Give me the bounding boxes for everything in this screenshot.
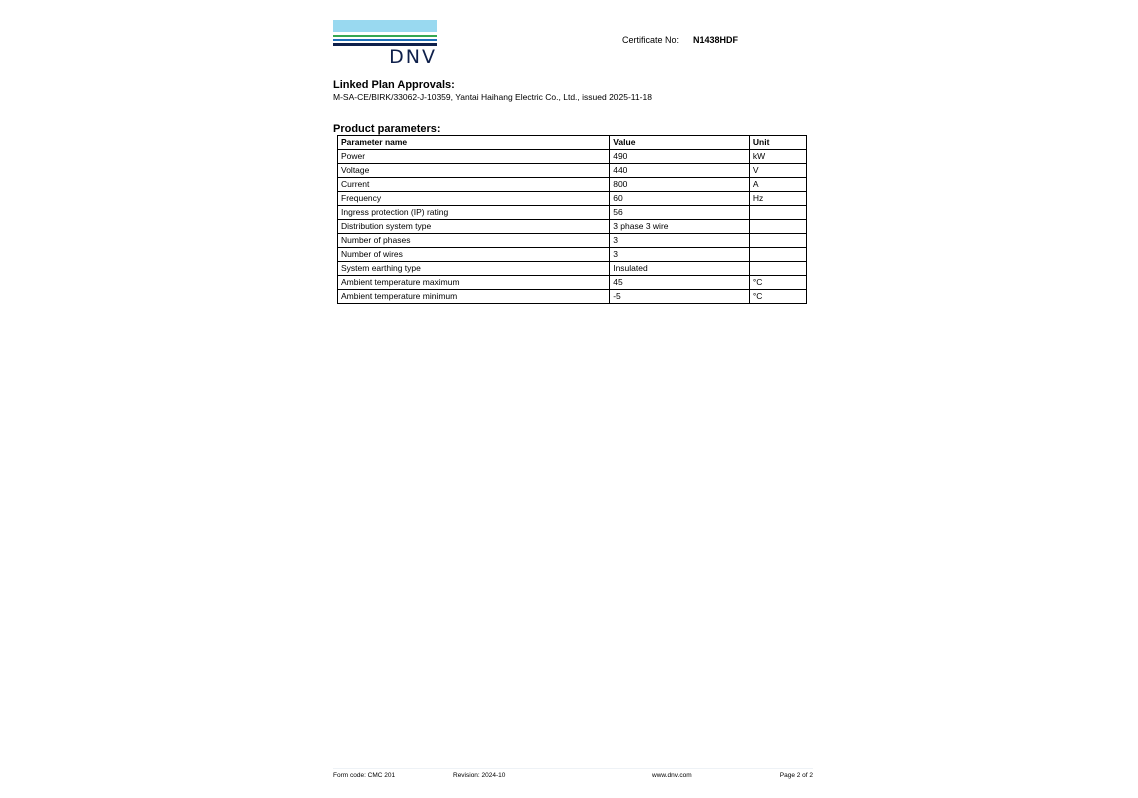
parameter-value-cell: 3 [610, 248, 750, 262]
parameter-value-cell: 800 [610, 178, 750, 192]
dnv-logo [333, 20, 437, 66]
parameter-unit-cell: A [749, 178, 806, 192]
parameter-value-cell: 440 [610, 164, 750, 178]
parameter-value-cell: 56 [610, 206, 750, 220]
table-row [338, 206, 807, 220]
parameter-unit-cell: °C [749, 290, 806, 304]
parameter-unit-cell [749, 206, 806, 220]
table-row [338, 192, 807, 206]
page-footer [333, 768, 813, 781]
parameter-unit-cell [749, 262, 806, 276]
footer-website-link[interactable]: www.dnv.com [652, 772, 692, 779]
footer-revision: Revision: 2024-10 [453, 772, 506, 779]
column-header-unit: Unit [749, 136, 806, 150]
table-row [338, 248, 807, 262]
certificate-number: N1438HDF [693, 35, 739, 45]
parameter-name-cell: Distribution system type [338, 220, 610, 234]
parameter-name-cell: Voltage [338, 164, 610, 178]
parameter-name-cell: Ingress protection (IP) rating [338, 206, 610, 220]
parameter-name-cell: System earthing type [338, 262, 610, 276]
logo-blue-bar [333, 39, 437, 41]
parameter-value-cell: 3 phase 3 wire [610, 220, 750, 234]
parameter-unit-cell: °C [749, 276, 806, 290]
parameter-name-cell: Ambient temperature maximum [338, 276, 610, 290]
parameter-unit-cell: V [749, 164, 806, 178]
parameter-unit-cell [749, 248, 806, 262]
parameter-unit-cell: kW [749, 150, 806, 164]
table-header-row [338, 136, 807, 150]
parameter-name-cell: Current [338, 178, 610, 192]
parameter-value-cell: 490 [610, 150, 750, 164]
parameter-value-cell: 3 [610, 234, 750, 248]
parameter-name-cell: Number of phases [338, 234, 610, 248]
parameter-unit-cell [749, 234, 806, 248]
logo-wordmark: DNV [389, 46, 437, 68]
parameter-name-cell: Number of wires [338, 248, 610, 262]
linked-plan-text: M-SA-CE/BIRK/33062-J-10359, Yantai Haihang Electric Co., Ltd., issued 2025-11-18 [333, 92, 652, 102]
parameter-value-cell: 60 [610, 192, 750, 206]
table-row [338, 290, 807, 304]
table-row [338, 178, 807, 192]
table-row [338, 164, 807, 178]
table-row [338, 262, 807, 276]
table-row [338, 276, 807, 290]
column-header-parameter: Parameter name [338, 136, 610, 150]
parameter-unit-cell: Hz [749, 192, 806, 206]
parameter-value-cell: 45 [610, 276, 750, 290]
parameter-unit-cell [749, 220, 806, 234]
linked-plan-heading: Linked Plan Approvals: [333, 79, 455, 91]
footer-page-number: Page 2 of 2 [779, 772, 813, 779]
parameter-value-cell: Insulated [610, 262, 750, 276]
parameter-name-cell: Ambient temperature minimum [338, 290, 610, 304]
logo-sky-bar [333, 20, 437, 32]
column-header-value: Value [610, 136, 750, 150]
footer-form-code: Form code: CMC 201 [333, 772, 396, 779]
parameter-name-cell: Power [338, 150, 610, 164]
certificate-number-block [622, 35, 738, 46]
certificate-label: Certificate No: [622, 35, 680, 45]
product-parameters-table [337, 135, 807, 304]
parameter-name-cell: Frequency [338, 192, 610, 206]
logo-green-bar [333, 35, 437, 37]
table-row [338, 234, 807, 248]
product-parameters-heading: Product parameters: [333, 123, 441, 135]
parameter-value-cell: -5 [610, 290, 750, 304]
table-row [338, 220, 807, 234]
table-row [338, 150, 807, 164]
